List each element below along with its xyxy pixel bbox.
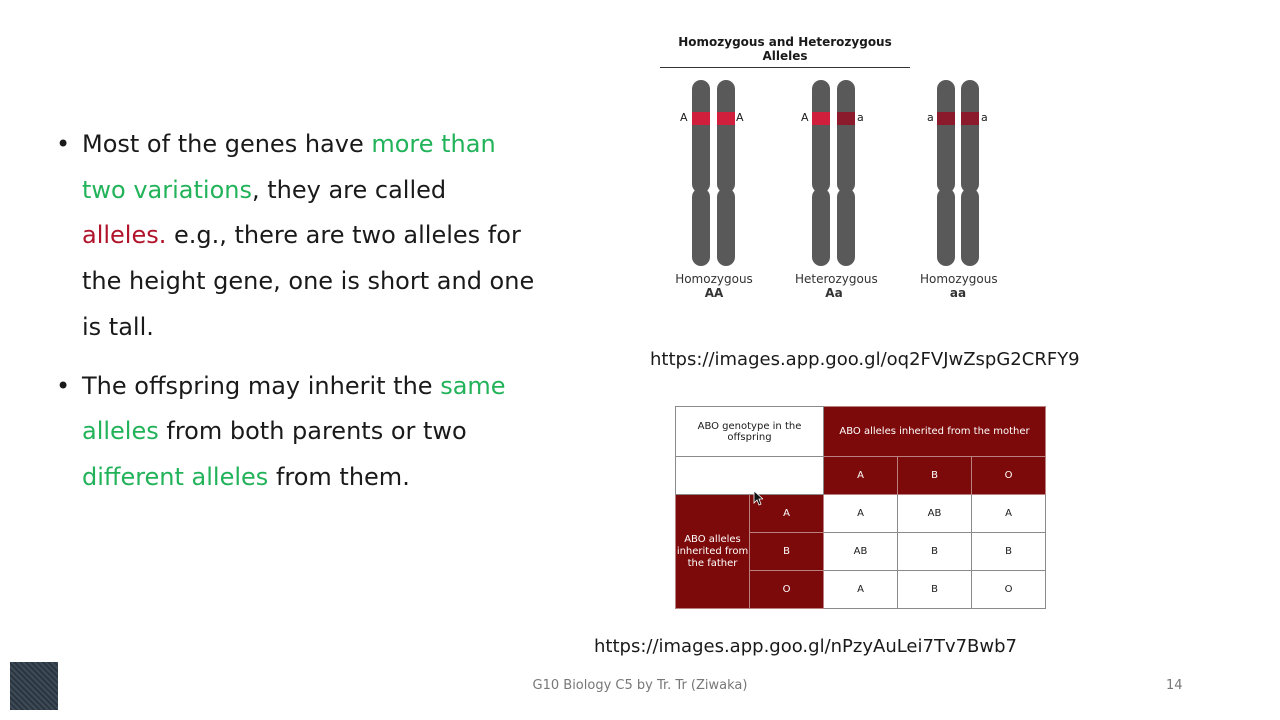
- slide-footer: G10 Biology C5 by Tr. Tr (Ziwaka): [532, 678, 748, 693]
- allele-label: a: [927, 111, 934, 124]
- source-link-chromosomes[interactable]: https://images.app.goo.gl/oq2FVJwZspG2CRFY9: [650, 349, 1080, 370]
- chromosome: [837, 80, 855, 266]
- page-number: 14: [1166, 678, 1183, 693]
- allele-band: [717, 112, 735, 125]
- allele-label: A: [680, 111, 688, 124]
- genotype-cell: O: [972, 571, 1046, 609]
- genotype-cell: A: [972, 495, 1046, 533]
- bullet-offspring: [56, 364, 536, 501]
- allele-band: [837, 112, 855, 125]
- genotype-cell: B: [972, 533, 1046, 571]
- bullet-list: [56, 122, 536, 501]
- father-header: ABO alleles inherited from the father: [676, 495, 750, 609]
- mother-allele-cell: O: [972, 457, 1046, 495]
- genotype-cell: B: [898, 533, 972, 571]
- mouse-cursor-icon: [753, 490, 763, 506]
- chromosome: [717, 80, 735, 266]
- bullet-alleles: [56, 122, 536, 351]
- allele-band: [961, 112, 979, 125]
- source-link-abo-table[interactable]: https://images.app.goo.gl/nPzyAuLei7Tv7Bwb7: [594, 636, 1018, 657]
- chromosome: [961, 80, 979, 266]
- father-allele-cell: O: [750, 571, 824, 609]
- figure-title: Homozygous and Heterozygous Alleles: [660, 35, 910, 68]
- allele-label: A: [801, 111, 809, 124]
- bullet-dot: •: [56, 130, 71, 158]
- allele-label: a: [981, 111, 988, 124]
- pair-label: Homozygous aa: [920, 272, 998, 300]
- chromosome: [812, 80, 830, 266]
- allele-label: a: [857, 111, 864, 124]
- bullet-dot: •: [56, 371, 71, 400]
- genotype-cell: AB: [824, 533, 898, 571]
- table-corner-cell: ABO genotype in the offspring: [676, 407, 824, 457]
- chromosome: [937, 80, 955, 266]
- table-corner-cell: [676, 457, 824, 495]
- genotype-cell: A: [824, 495, 898, 533]
- allele-label: A: [736, 111, 744, 124]
- father-allele-cell: A: [750, 495, 824, 533]
- chromosome-pair-homozygous-recessive: [920, 80, 1070, 310]
- allele-band: [937, 112, 955, 125]
- allele-band: [812, 112, 830, 125]
- genotype-cell: AB: [898, 495, 972, 533]
- bullet-text: Most of the genes have more than two variations, they are called alleles. e.g., there are two alleles for the height gene, one is short and one is tall.: [82, 130, 535, 341]
- bullet-text: The offspring may inherit the same alleles from both parents or two different alleles from them.: [82, 371, 506, 491]
- mother-allele-cell: B: [898, 457, 972, 495]
- pair-label: Heterozygous Aa: [795, 272, 878, 300]
- abo-genotype-table: [675, 406, 1046, 609]
- chromosome: [692, 80, 710, 266]
- genotype-cell: A: [824, 571, 898, 609]
- allele-band: [692, 112, 710, 125]
- pair-label: Homozygous AA: [675, 272, 753, 300]
- mother-header: ABO alleles inherited from the mother: [824, 407, 1046, 457]
- genotype-cell: B: [898, 571, 972, 609]
- father-allele-cell: B: [750, 533, 824, 571]
- mother-allele-cell: A: [824, 457, 898, 495]
